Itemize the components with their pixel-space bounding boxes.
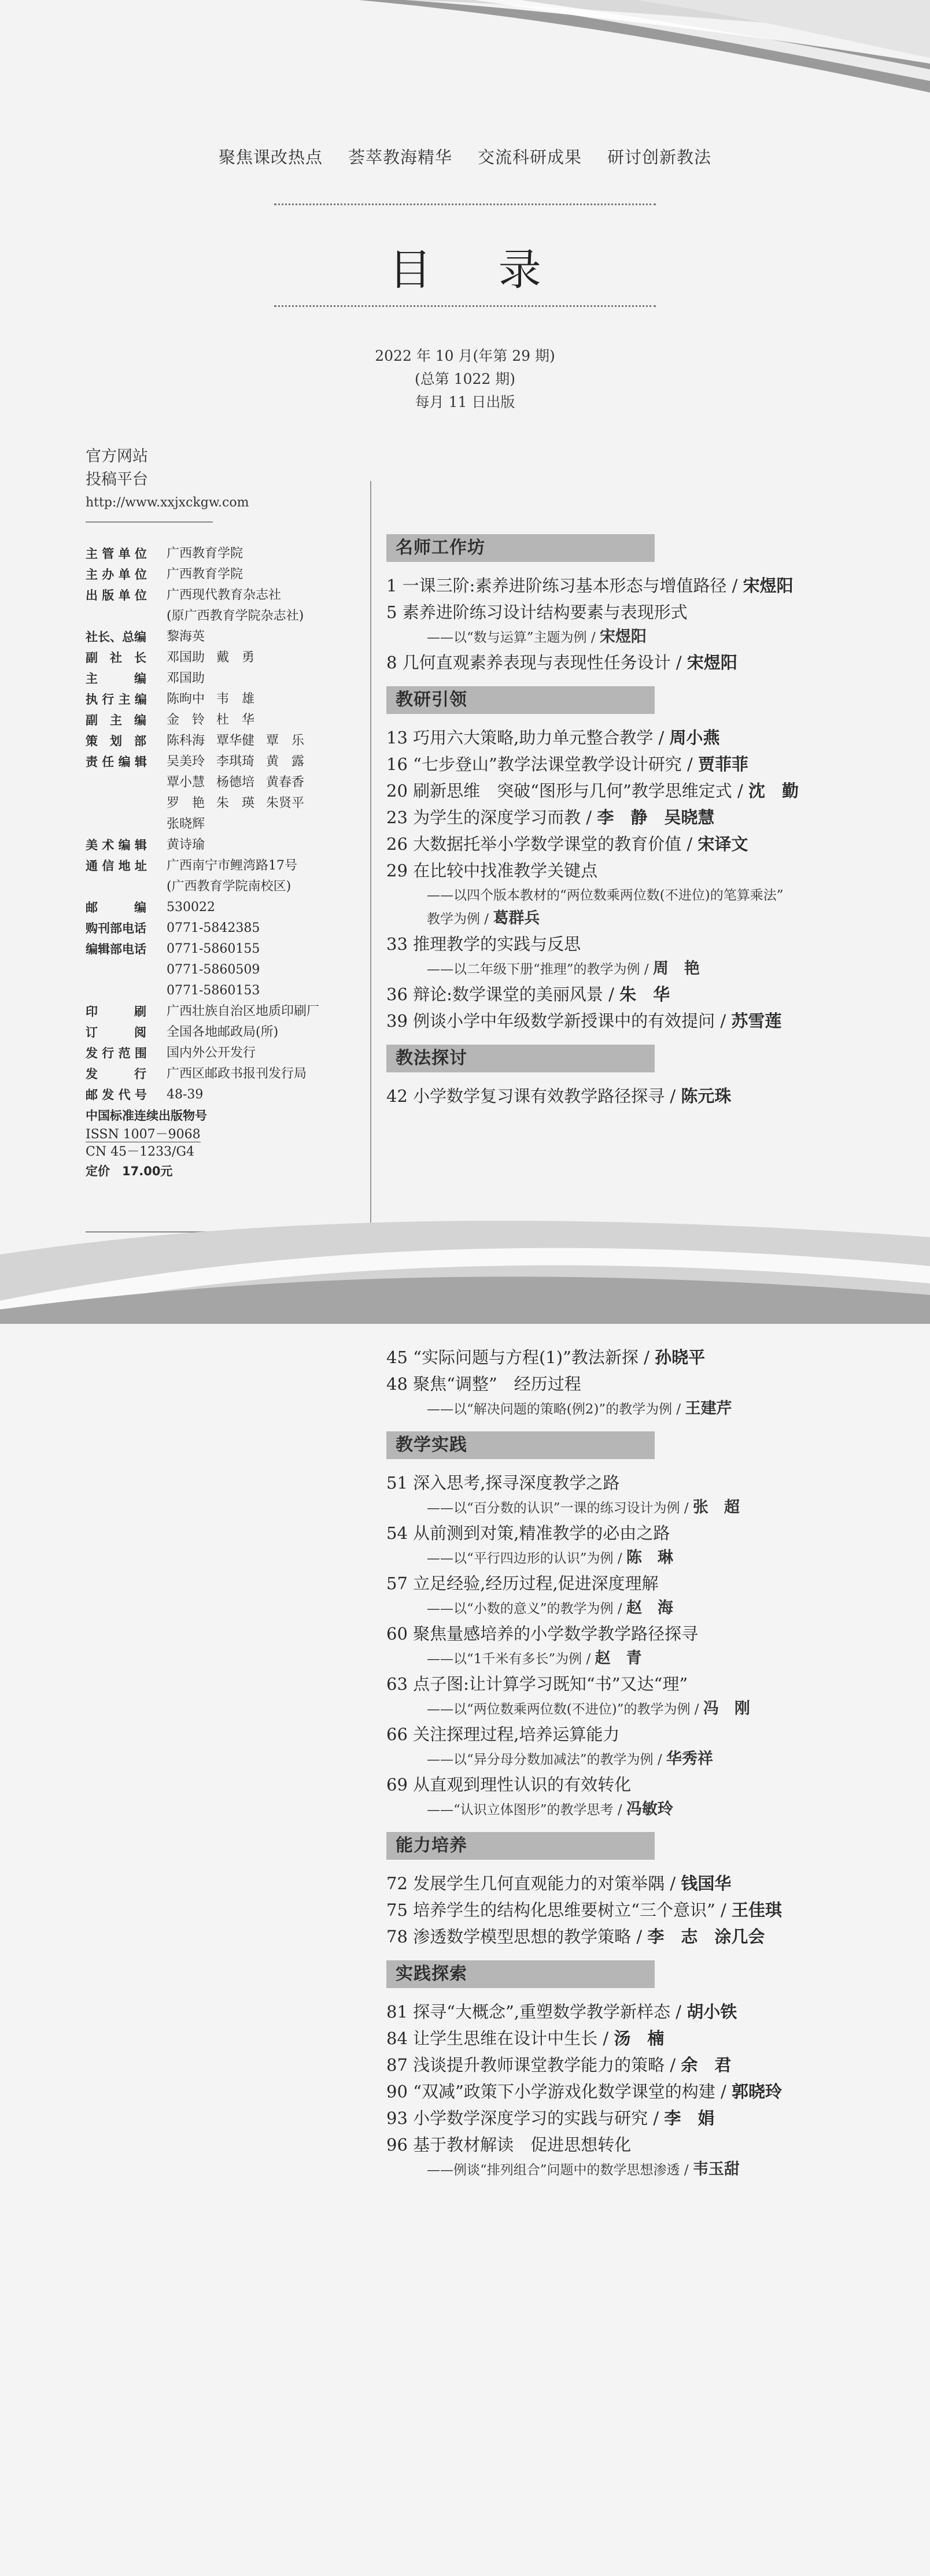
masthead-label: 邮 发 代 号 [86,1088,147,1102]
masthead-label: 发 行 范 围 [86,1046,147,1060]
masthead-row [86,856,363,876]
masthead-value: 杜 华 [216,713,255,727]
entry-author: 宋译文 [697,834,748,854]
section-gap [386,562,907,572]
toc-entry[interactable] [386,831,907,857]
section-header: 教法探讨 [386,1045,655,1072]
toc-entry[interactable] [386,1344,907,1371]
entry-subtitle [386,884,907,907]
phone-extra: 0771-5860153 [167,983,260,998]
toc-entry[interactable] [386,1998,907,2025]
entry-author: 陈 琳 [626,1549,673,1567]
masthead-label: 订 阅 [86,1026,146,1039]
entry-subtitle [386,1397,907,1421]
entry-author: 李 静 吴晓慧 [597,808,715,827]
entry-author: 汤 楠 [614,2029,665,2048]
masthead-values [167,647,266,668]
entry-title: 54 从前测到对策,精准教学的必由之路 [386,1523,670,1543]
entry-author: 周 艳 [652,960,700,978]
entry-title: 87 浅谈提升教师课堂教学能力的策略 / [386,2055,681,2075]
toc-entry[interactable] [386,572,907,599]
masthead-value: 吴美玲 [167,754,205,769]
entry-subtitle [386,1697,907,1721]
entry-author: 苏雪莲 [731,1011,782,1031]
subtitle-text: ——以“平行四边形的认识”为例 / [427,1551,626,1566]
issue-total: (总第 1022 期) [414,371,516,387]
subtitle-text: ——以“两位数乘两位数(不进位)”的教学为例 / [427,1702,703,1717]
submission-label: 投稿平台 [86,471,148,488]
masthead-row [86,918,363,939]
masthead-value: 广西壮族自治区地质印刷厂 [167,1004,320,1019]
entry-author: 胡小铁 [687,2002,737,2022]
masthead-row [86,627,363,647]
entry-subtitle [386,626,907,649]
entry-title: 84 让学生思维在设计中生长 / [386,2029,614,2048]
masthead-value: 李琪琦 [216,754,255,769]
masthead-row [86,585,363,606]
masthead-label: 出 版 单 位 [86,589,147,602]
toc-column-2 [386,1344,907,2182]
entry-title: 93 小学数学深度学习的实践与研究 / [386,2108,665,2128]
masthead-values [167,1064,318,1085]
masthead-row [86,1043,363,1064]
section-gap [386,1034,907,1045]
masthead-values [167,1085,215,1105]
masthead-label: 策 划 部 [86,734,146,748]
masthead-label: 编辑部电话 [86,942,146,956]
masthead-values [167,1043,267,1064]
masthead-values [167,856,309,876]
masthead-values [167,543,254,564]
masthead-value: 覃华健 [216,734,255,748]
masthead-value: 覃 乐 [266,734,305,748]
toc-entry[interactable] [386,724,907,751]
section-gap [386,1072,907,1083]
entry-author: 余 君 [681,2055,732,2075]
masthead-value: 邓国助 [167,671,205,686]
entry-author: 韦玉甜 [692,2160,740,2178]
header-swoosh-decoration [0,0,930,104]
masthead-value: 朱贤平 [266,796,305,810]
entry-title: 23 为学生的深度学习而教 / [386,808,597,827]
section-header: 教研引领 [386,686,655,714]
masthead-value: 覃小慧 [167,775,205,790]
toc-entry[interactable] [386,778,907,804]
masthead-value: 48-39 [167,1087,204,1102]
address-note: (广西教育学院南校区) [167,879,291,894]
entry-title: 48 聚焦“调整” 经历过程 [386,1374,581,1394]
entry-author: 华秀祥 [666,1750,713,1768]
dotted-divider [274,305,656,307]
entry-subtitle [386,1496,907,1520]
masthead-value: 邓国助 [167,650,205,665]
toc-entry[interactable] [386,649,907,676]
toc-entry[interactable] [386,1671,907,1697]
masthead-values [167,1001,331,1022]
masthead-values [167,752,363,835]
entry-subtitle-cont [386,907,907,931]
entry-title: 78 渗透数学模型思想的教学策略 / [386,1927,648,1946]
entry-title: 13 巧用六大策略,助力单元整合教学 / [386,728,670,747]
subtitle-text: ——以“数与运算”主题为例 / [427,630,600,645]
subtitle-text: 教学为例 / [427,912,493,927]
masthead-label: 主 办 单 位 [86,568,147,582]
entry-subtitle [386,1546,907,1570]
serial-number-label: 中国标准连续出版物号 [86,1109,207,1123]
toc-page-2 [0,1324,930,2576]
toc-entry[interactable] [386,857,907,884]
entry-title: 36 辩论:数学课堂的美丽风景 / [386,984,620,1004]
cn-number: CN 45－1233/G4 [86,1145,195,1159]
toc-entry[interactable] [386,2052,907,2078]
masthead-row [86,564,363,585]
toc-entry[interactable] [386,1771,907,1798]
toc-entry[interactable] [386,1570,907,1597]
masthead-value: 广西区邮政书报刊发行局 [167,1067,307,1081]
entry-author: 沈 勤 [748,781,799,801]
masthead-row [86,647,363,668]
section-gap [386,676,907,686]
section-header: 实践探索 [386,1960,655,1988]
masthead-row [86,668,363,689]
subtitle-text: ——以“百分数的认识”一课的练习设计为例 / [427,1501,693,1516]
entry-subtitle [386,957,907,981]
toc-entry[interactable] [386,1923,907,1950]
toc-entry[interactable] [386,931,907,957]
toc-entry[interactable] [386,1470,907,1496]
issn-text: ISSN 1007－9068 [86,1127,201,1142]
masthead-value: 金 铃 [167,713,205,727]
masthead-row [86,710,363,731]
section-header: 教学实践 [386,1431,655,1459]
toc-entry[interactable] [386,1870,907,1897]
footer-swoosh-decoration [0,1185,930,1324]
entry-author: 宋煜阳 [599,628,647,646]
masthead-label: 购刊部电话 [86,921,146,935]
masthead-value: 黄 露 [266,754,305,769]
masthead-value: 陈科海 [167,734,205,748]
section-gap [386,1421,907,1431]
entry-title: 96 基于教材解读 促进思想转化 [386,2135,632,2155]
masthead-values [167,731,316,752]
masthead-label: 主 管 单 位 [86,547,147,561]
masthead-value: 530022 [167,900,215,915]
entry-title: 26 大数据托举小学数学课堂的教育价值 / [386,834,698,854]
entry-author: 郭晓玲 [731,2082,782,2101]
entry-author: 葛群兵 [493,909,540,927]
toc-entry[interactable] [386,751,907,778]
masthead-row [86,752,363,835]
entry-author: 张 超 [692,1498,740,1516]
masthead-row [86,731,363,752]
section-header: 能力培养 [386,1832,655,1860]
page-title: 目 录 [389,245,568,295]
masthead-values [167,627,216,647]
masthead-values [167,564,254,585]
masthead-label: 社长、总编 [86,630,146,644]
masthead-value: 0771-5842385 [167,921,260,935]
masthead-value: 黎海英 [167,630,205,644]
entry-title: 69 从直观到理性认识的有效转化 [386,1775,632,1794]
masthead-label: 责 任 编 辑 [86,755,147,769]
toc-entry[interactable] [386,1520,907,1546]
section-gap [386,1950,907,1960]
masthead-value: 罗 艳 [167,796,205,810]
entry-author: 冯敏玲 [626,1800,673,1818]
entry-author: 赵 青 [595,1649,642,1667]
entry-author: 李 志 涂几会 [647,1927,765,1946]
phone-extra: 0771-5860509 [167,963,260,977]
masthead-values [167,1022,290,1043]
masthead-values [167,689,266,710]
masthead-label: 印 刷 [86,1005,146,1019]
masthead-label: 通 信 地 址 [86,859,147,873]
toc-column-1 [386,534,907,1109]
entry-title: 33 推理教学的实践与反思 [386,934,581,954]
publisher-note: (原广西教育学院杂志社) [167,609,304,623]
masthead-value: 韦 雄 [216,692,255,706]
website-label: 官方网站 [86,447,148,465]
toc-entry[interactable] [386,1620,907,1647]
masthead-value: 广西教育学院 [167,567,243,582]
masthead-values [167,710,266,731]
toc-entry[interactable] [386,2131,907,2158]
section-gap [386,1822,907,1832]
tagline [0,145,930,168]
toc-entry[interactable] [386,2025,907,2052]
masthead-label: 副 社 长 [86,651,146,665]
entry-author: 王建芹 [685,1400,732,1417]
entry-author: 贾菲菲 [697,754,748,774]
subtitle-text: ——以二年级下册“推理”的教学为例 / [427,962,653,977]
masthead-row [86,543,363,564]
subtitle-text: ——以“异分母分数加减法”的教学为例 / [427,1752,666,1767]
entry-title: 57 立足经验,经历过程,促进深度理解 [386,1574,659,1593]
masthead-row [86,689,363,710]
masthead-value: 陈昫中 [167,692,205,706]
masthead-label: 美 术 编 辑 [86,838,147,852]
entry-title: 8 几何直观素养表现与表现性任务设计 / [386,653,687,672]
masthead-values [167,835,216,856]
entry-title: 63 点子图:让计算学习既知“书”又达“理” [386,1674,688,1694]
section-gap [386,714,907,724]
entry-title: 45 “实际问题与方程(1)”教法新探 / [386,1348,655,1367]
entry-subtitle [386,1647,907,1671]
masthead-row [86,1022,363,1043]
masthead-values [167,585,293,606]
masthead-value: 朱 瑛 [216,796,255,810]
entry-author: 周小燕 [669,728,720,747]
toc-entry[interactable] [386,804,907,831]
masthead-label: 主 编 [86,672,146,686]
masthead-row [86,1085,363,1105]
section-header: 名师工作坊 [386,534,655,562]
dotted-divider [274,203,656,205]
tagline-item: 荟萃教海精华 [348,147,452,167]
entry-author: 陈元珠 [681,1086,732,1106]
masthead-label: 发 行 [86,1067,146,1081]
entry-author: 朱 华 [619,984,670,1004]
subtitle-text: ——以“1千米有多长”为例 / [427,1652,595,1667]
masthead [86,543,363,1182]
masthead-label: 副 主 编 [86,713,146,727]
masthead-row [86,1001,363,1022]
issue-frequency: 每月 11 日出版 [415,394,515,410]
entry-title: 20 刷新思维 突破“图形与几何”教学思维定式 / [386,781,748,801]
masthead-value: 国内外公开发行 [167,1046,256,1060]
entry-subtitle [386,1798,907,1822]
masthead-value: 杨德培 [216,775,255,790]
tagline-item: 聚焦课改热点 [218,147,323,167]
masthead-label: 邮 编 [86,901,146,915]
tagline-item: 交流科研成果 [478,147,582,167]
issue-date: 2022 年 10 月(年第 29 期) [375,347,555,364]
entry-author: 孙晓平 [655,1348,706,1367]
subtitle-text: ——以四个版本教材的“两位数乘两位数(不进位)的笔算乘法” [427,888,784,903]
subtitle-text: ——例谈“排列组合”问题中的数学思想渗透 / [427,2163,693,2178]
toc-entry[interactable] [386,1371,907,1397]
issn [86,1126,363,1143]
subtitle-text: ——以“小数的意义”的教学为例 / [427,1601,626,1616]
toc-entry[interactable] [386,1721,907,1748]
entry-subtitle [386,1748,907,1771]
masthead-value: 张晓辉 [167,817,205,831]
links-block [86,445,249,515]
entry-author: 李 娟 [664,2108,715,2128]
subtitle-text: ——以“解决问题的策略(例2)”的教学为例 / [427,1402,685,1417]
toc-entry[interactable] [386,1083,907,1109]
subtitle-text: ——“认识立体图形”的教学思考 / [427,1803,626,1818]
masthead-value: 黄诗瑜 [167,838,205,852]
masthead-value: 广西教育学院 [167,546,243,561]
tagline-item: 研讨创新教法 [607,147,712,167]
links-divider [86,521,213,523]
entry-title: 72 发展学生几何直观能力的对策举隅 / [386,1874,681,1893]
masthead-label: 执 行 主 编 [86,693,147,706]
masthead-value: 黄春香 [266,775,305,790]
toc-entry[interactable] [386,2105,907,2131]
entry-title: 51 深入思考,探寻深度教学之路 [386,1473,620,1493]
entry-author: 宋煜阳 [743,576,794,595]
toc-entry[interactable] [386,599,907,626]
entry-title: 75 培养学生的结构化思维要树立“三个意识” / [386,1900,732,1920]
toc-entry[interactable] [386,1897,907,1923]
section-gap [386,1988,907,1998]
entry-author: 王佳琪 [731,1900,782,1920]
entry-title: 90 “双减”政策下小学游戏化数学课堂的构建 / [386,2082,732,2101]
masthead-values [167,897,227,918]
entry-author: 钱国华 [681,1874,732,1893]
masthead-row [86,897,363,918]
toc-entry[interactable] [386,1008,907,1034]
entry-title: 5 素养进阶练习设计结构要素与表现形式 [386,602,688,622]
entry-title: 42 小学数学复习课有效教学路径探寻 / [386,1086,681,1106]
entry-title: 66 关注探理过程,培养运算能力 [386,1724,620,1744]
section-gap [386,1860,907,1870]
masthead-value: 广西现代教育杂志社 [167,588,282,602]
masthead-row [86,1064,363,1085]
entry-author: 宋煜阳 [687,653,737,672]
masthead-row [86,939,363,960]
toc-entry[interactable] [386,2078,907,2105]
masthead-value: 广西南宁市鲤湾路17号 [167,858,297,873]
masthead-values [167,939,271,960]
entry-subtitle [386,2158,907,2182]
website-url[interactable]: http://www.xxjxckgw.com [86,495,249,510]
entry-title: 29 在比较中找准教学关键点 [386,861,598,880]
masthead-value: 戴 勇 [216,650,255,665]
masthead-value: 0771-5860155 [167,942,260,956]
masthead-values [167,918,271,939]
masthead-value: 全国各地邮政局(所) [167,1025,279,1039]
section-gap [386,1459,907,1470]
entry-title: 39 例谈小学中年级数学新授课中的有效提问 / [386,1011,732,1031]
toc-entry[interactable] [386,981,907,1008]
masthead-row [86,835,363,856]
entry-title: 60 聚焦量感培养的小学数学教学路径探寻 [386,1624,699,1644]
entry-title: 1 一课三阶:素养进阶练习基本形态与增值路径 / [386,576,743,595]
column-divider [370,481,371,1233]
entry-subtitle [386,1597,907,1620]
entry-author: 冯 刚 [703,1700,750,1718]
price: 定价 17.00元 [86,1164,173,1178]
entry-title: 81 探寻“大概念”,重塑数学教学新样态 / [386,2002,687,2022]
masthead-values [167,668,216,689]
entry-author: 赵 海 [626,1599,673,1617]
entry-title: 16 “七步登山”教学法课堂教学设计研究 / [386,754,698,774]
